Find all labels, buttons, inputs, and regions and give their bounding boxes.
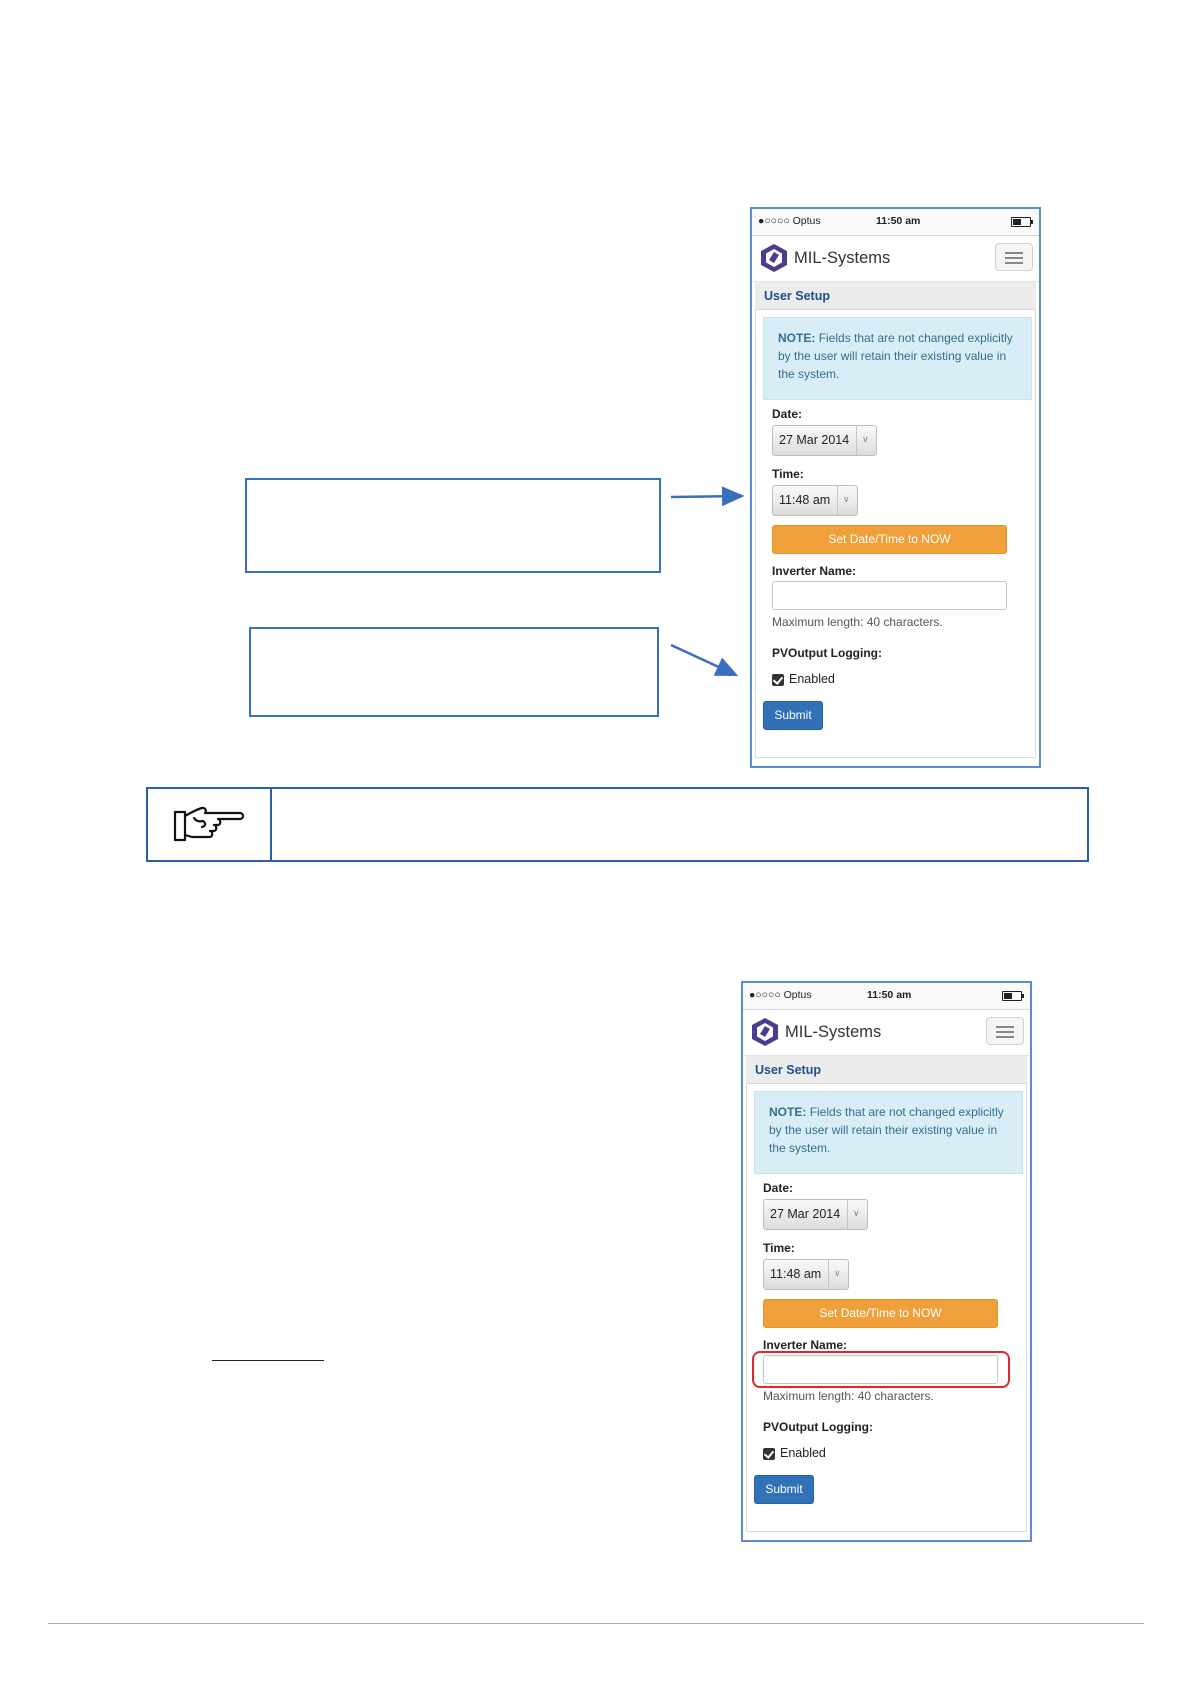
- note-alert: [763, 317, 1032, 400]
- clock-label: 11:50 am: [867, 989, 912, 1001]
- inverter-name-highlight: [752, 1351, 1010, 1388]
- enabled-checkbox[interactable]: [772, 674, 784, 686]
- phone-screen-1: [750, 207, 1041, 768]
- footer-rule: [48, 1623, 1144, 1624]
- app-header: [743, 1009, 1030, 1056]
- note-label: NOTE:: [778, 331, 816, 345]
- hamburger-menu-icon[interactable]: [995, 243, 1033, 271]
- phone-screen-2: [741, 981, 1032, 1542]
- app-header: [752, 235, 1039, 282]
- note-text: Fields that are not changed explicitly by the user will retain their existing value in the system.: [769, 1105, 1004, 1155]
- clock-label: 11:50 am: [876, 215, 921, 227]
- set-now-button[interactable]: Set Date/Time to NOW: [763, 1299, 998, 1328]
- time-select[interactable]: [772, 485, 858, 516]
- date-select[interactable]: [772, 425, 877, 456]
- arrow-to-time: [671, 496, 742, 497]
- inverter-name-label: Inverter Name:: [772, 564, 857, 578]
- underline-mark: [212, 1360, 324, 1361]
- set-now-button[interactable]: Set Date/Time to NOW: [772, 525, 1007, 554]
- mil-systems-logo-icon: [760, 243, 788, 273]
- carrier-label: ●○○○○ Optus: [758, 215, 821, 227]
- enabled-label: Enabled: [789, 672, 835, 686]
- enabled-label: Enabled: [780, 1446, 826, 1460]
- callout-box-datetime: [245, 478, 661, 573]
- time-label: Time:: [772, 467, 804, 481]
- table-divider: [270, 789, 272, 860]
- enabled-checkbox[interactable]: [763, 1448, 775, 1460]
- chevron-down-icon: [828, 1260, 848, 1289]
- brand-name: MIL-Systems: [785, 1023, 882, 1041]
- time-value: 11:48 am: [770, 1267, 822, 1281]
- arrow-to-pvoutput: [671, 645, 736, 675]
- date-label: Date:: [763, 1181, 794, 1195]
- section-title: User Setup: [764, 289, 830, 303]
- section-title: User Setup: [755, 1063, 821, 1077]
- battery-icon: [1002, 991, 1022, 1001]
- date-value: 27 Mar 2014: [779, 433, 850, 447]
- note-label: NOTE:: [769, 1105, 807, 1119]
- carrier-label: ●○○○○ Optus: [749, 989, 812, 1001]
- max-length-help: Maximum length: 40 characters.: [763, 1389, 934, 1403]
- date-select[interactable]: [763, 1199, 868, 1230]
- time-value: 11:48 am: [779, 493, 831, 507]
- chevron-down-icon: [856, 426, 876, 455]
- submit-button[interactable]: Submit: [763, 701, 823, 730]
- inverter-name-input[interactable]: [772, 581, 1007, 610]
- chevron-down-icon: [837, 486, 857, 515]
- callout-box-pvoutput: [249, 627, 659, 717]
- brand-name: MIL-Systems: [794, 249, 891, 267]
- pvoutput-logging-label: PVOutput Logging:: [772, 646, 882, 660]
- status-bar: [752, 209, 1039, 236]
- max-length-help: Maximum length: 40 characters.: [772, 615, 943, 629]
- section-header: [755, 282, 1036, 310]
- chevron-down-icon: [847, 1200, 867, 1229]
- section-header: [746, 1056, 1027, 1084]
- status-bar: [743, 983, 1030, 1010]
- note-text: Fields that are not changed explicitly by the user will retain their existing value in the system.: [778, 331, 1013, 381]
- hamburger-menu-icon[interactable]: [986, 1017, 1024, 1045]
- mil-systems-logo-icon: [751, 1017, 779, 1047]
- pointing-hand-icon: [172, 804, 246, 848]
- date-value: 27 Mar 2014: [770, 1207, 841, 1221]
- note-alert: [754, 1091, 1023, 1174]
- battery-icon: [1011, 217, 1031, 227]
- time-select[interactable]: [763, 1259, 849, 1290]
- pvoutput-logging-label: PVOutput Logging:: [763, 1420, 873, 1434]
- note-callout-table: [146, 787, 1089, 862]
- time-label: Time:: [763, 1241, 795, 1255]
- submit-button[interactable]: Submit: [754, 1475, 814, 1504]
- inverter-name-label: Inverter Name:: [763, 1338, 848, 1352]
- date-label: Date:: [772, 407, 803, 421]
